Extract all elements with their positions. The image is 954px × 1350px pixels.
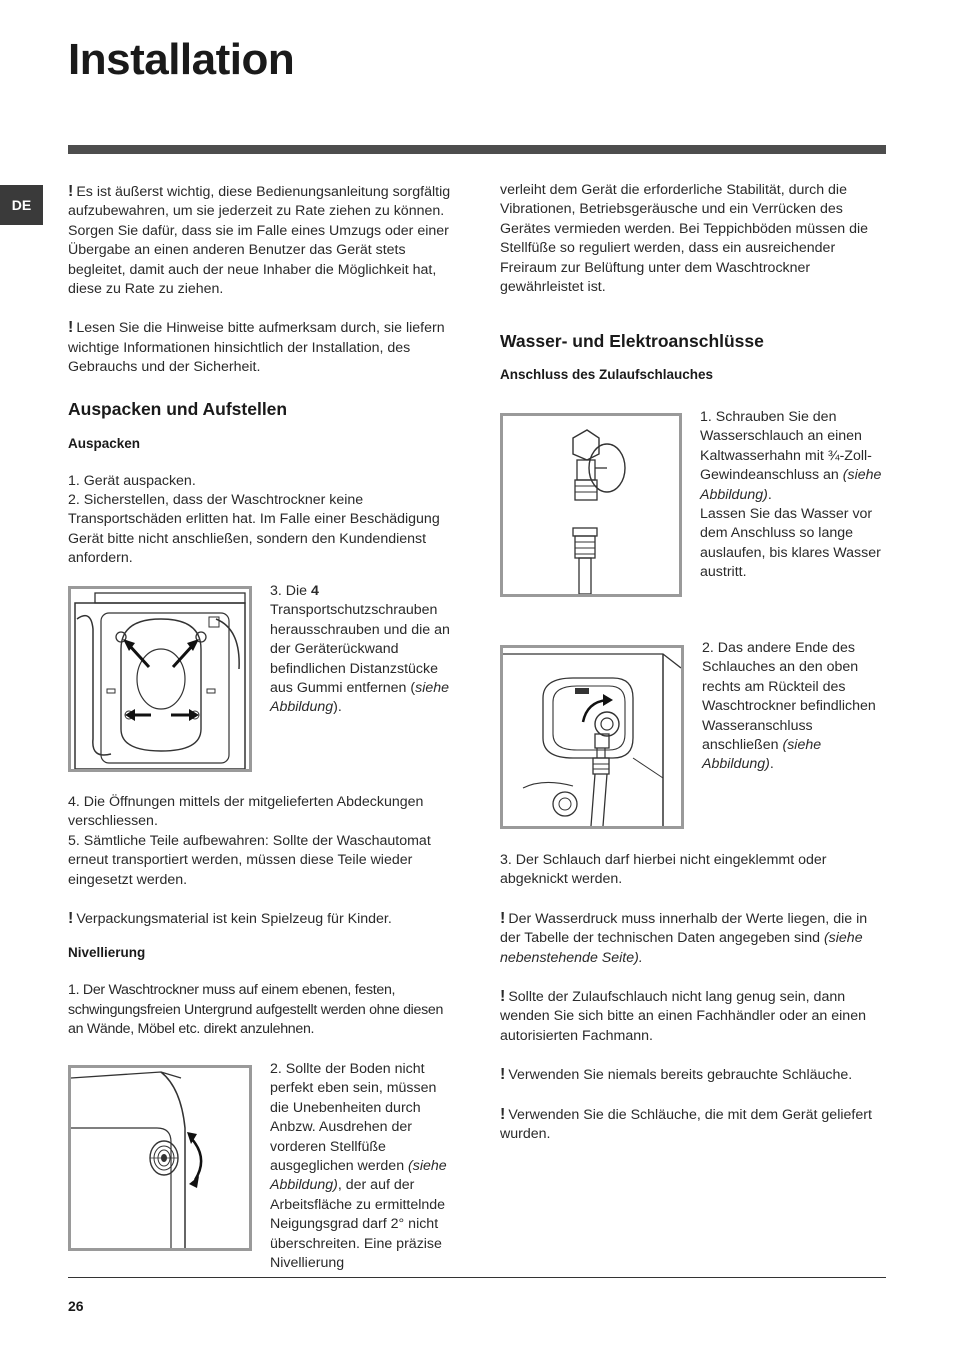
right-column-top bbox=[500, 181, 886, 384]
step-2: 2. Sicherstellen, dass der Waschtrockner keine Transportschäden erlitten hat. Im Falle einer Beschädigung Gerät bitte nicht anschließen, sondern den Kundendienst anfordern. bbox=[68, 492, 440, 567]
section-heading-unpack: Auspacken und Aufstellen bbox=[68, 398, 288, 419]
language-tab: DE bbox=[0, 185, 43, 225]
section-heading-connections: Wasser- und Elektroanschlüsse bbox=[500, 331, 764, 352]
footer-rule bbox=[68, 1277, 886, 1278]
subheading-inlet-hose: Anschluss des Zulaufschlauches bbox=[500, 367, 714, 383]
warning-paragraph: ! Lesen Sie die Hinweise bitte aufmerksam durch, sie liefern wichtige Informationen hinsichtlich der Installation, des Gebrauchs und der Sicherheit. bbox=[68, 319, 445, 376]
step-3: 3. Die 4 Transportschutzschrauben herausschrauben und die an der Geräterückwand befindlichen Distanzstücke aus Gummi entfernen (siehe Abbildung). bbox=[270, 583, 450, 716]
transport-screws-illustration bbox=[71, 589, 249, 769]
tap-hose-figure bbox=[500, 413, 682, 597]
back-connection-illustration bbox=[503, 648, 681, 826]
hose-step-1: 1. Schrauben Sie den Wasserschlauch an einen Kaltwasserhahn mit ¾-Zoll-Gewindeanschluss an (siehe Abbildung). Lassen Sie das Wasser vor dem Anschluss so lange auslaufen, bis klares Wasser austritt. bbox=[700, 409, 882, 581]
left-column-middle bbox=[68, 793, 460, 1040]
right-column-bottom bbox=[500, 851, 886, 1144]
leveling-step-1: 1. Der Waschtrockner muss auf einem ebenen, festen, schwingungsfreien Untergrund aufgestellt werden ohne diesen an Wände, Möbel etc. direkt anzulehnen. bbox=[68, 982, 444, 1038]
step-1: 1. Gerät auspacken. bbox=[68, 472, 196, 489]
hose-step-3: 3. Der Schlauch darf hierbei nicht eingeklemmt oder abgeknickt werden. bbox=[500, 852, 827, 888]
leveling-foot-illustration bbox=[71, 1068, 249, 1248]
warning-paragraph: ! Sollte der Zulaufschlauch nicht lang genug sein, dann wenden Sie sich bitte an einen Fachhändler oder an einen autorisierten Fachmann. bbox=[500, 988, 866, 1044]
subheading-unpack: Auspacken bbox=[68, 435, 141, 451]
hose-step-2: 2. Das andere Ende des Schlauches an den oben rechts am Rückteil des Waschtrockner befindlichen Wasseranschluss anschließen (siehe Abbildung). bbox=[702, 640, 876, 773]
warning-paragraph: ! Verwenden Sie die Schläuche, die mit dem Gerät geliefert wurden. bbox=[500, 1105, 872, 1143]
warning-mark: ! bbox=[68, 319, 74, 337]
warning-mark: ! bbox=[500, 1066, 506, 1084]
warning-mark: ! bbox=[68, 910, 74, 928]
warning-mark: ! bbox=[68, 183, 74, 200]
warning-paragraph: ! Es ist äußerst wichtig, diese Bedienungsanleitung sorgfältig aufzubewahren, um sie jederzeit zu Rate ziehen zu können. Sorgen Sie dafür, dass sie im Falle eines Umzugs oder einer Übergabe an einen anderen Benutzer das Gerät stets begleitet, damit auch der neue Inhaber die Möglichkeit hat, diese zu Rate zu ziehen. bbox=[68, 183, 451, 298]
leveling-step-2: 2. Sollte der Boden nicht perfekt eben sein, müssen die Unebenheiten durch Anbzw. Ausdrehen der vorderen Stellfüße ausgeglichen werden (siehe Abbildung), der auf der Arbeitsfläche zu ermittelnde Neigungsgrad darf 2° nicht überschreiten. Eine präzise Nivellierung bbox=[270, 1061, 447, 1272]
back-connection-figure bbox=[500, 645, 684, 829]
warning-mark: ! bbox=[500, 1105, 506, 1123]
warning-paragraph: ! Verwenden Sie niemals bereits gebrauchte Schläuche. bbox=[500, 1066, 853, 1084]
step-4: 4. Die Öffnungen mittels der mitgelieferten Abdeckungen verschliessen. bbox=[68, 794, 424, 830]
left-column-top bbox=[68, 182, 460, 569]
leveling-continued: verleiht dem Gerät die erforderliche Stabilität, durch die Vibrationen, Betriebsgeräusche und ein Verrücken des Gerätes vermieden werden. Bei Teppichböden müssen die Stellfüße so reguliert werden, dass ein ausreichender Freiraum zur Belüftung unter dem Waschtrockner gewährleistet ist. bbox=[500, 182, 869, 296]
leveling-foot-figure bbox=[68, 1065, 252, 1251]
title-rule bbox=[68, 145, 886, 154]
warning-paragraph: ! Der Wasserdruck muss innerhalb der Werte liegen, die in der Tabelle der technischen Daten angegeben sind (siehe nebenstehende Seite). bbox=[500, 909, 868, 966]
warning-mark: ! bbox=[500, 909, 506, 927]
transport-screws-figure bbox=[68, 586, 252, 772]
tap-hose-illustration bbox=[503, 416, 679, 594]
page-number: 26 bbox=[68, 1298, 84, 1314]
warning-paragraph: ! Verpackungsmaterial ist kein Spielzeug für Kinder. bbox=[68, 910, 392, 928]
page-title: Installation bbox=[68, 35, 295, 84]
subheading-leveling: Nivellierung bbox=[68, 945, 146, 961]
warning-mark: ! bbox=[500, 988, 506, 1006]
step-5: 5. Sämtliche Teile aufbewahren: Sollte der Waschautomat erneut transportiert werden, müssen diese Teile wieder eingesetzt werden. bbox=[68, 832, 431, 888]
